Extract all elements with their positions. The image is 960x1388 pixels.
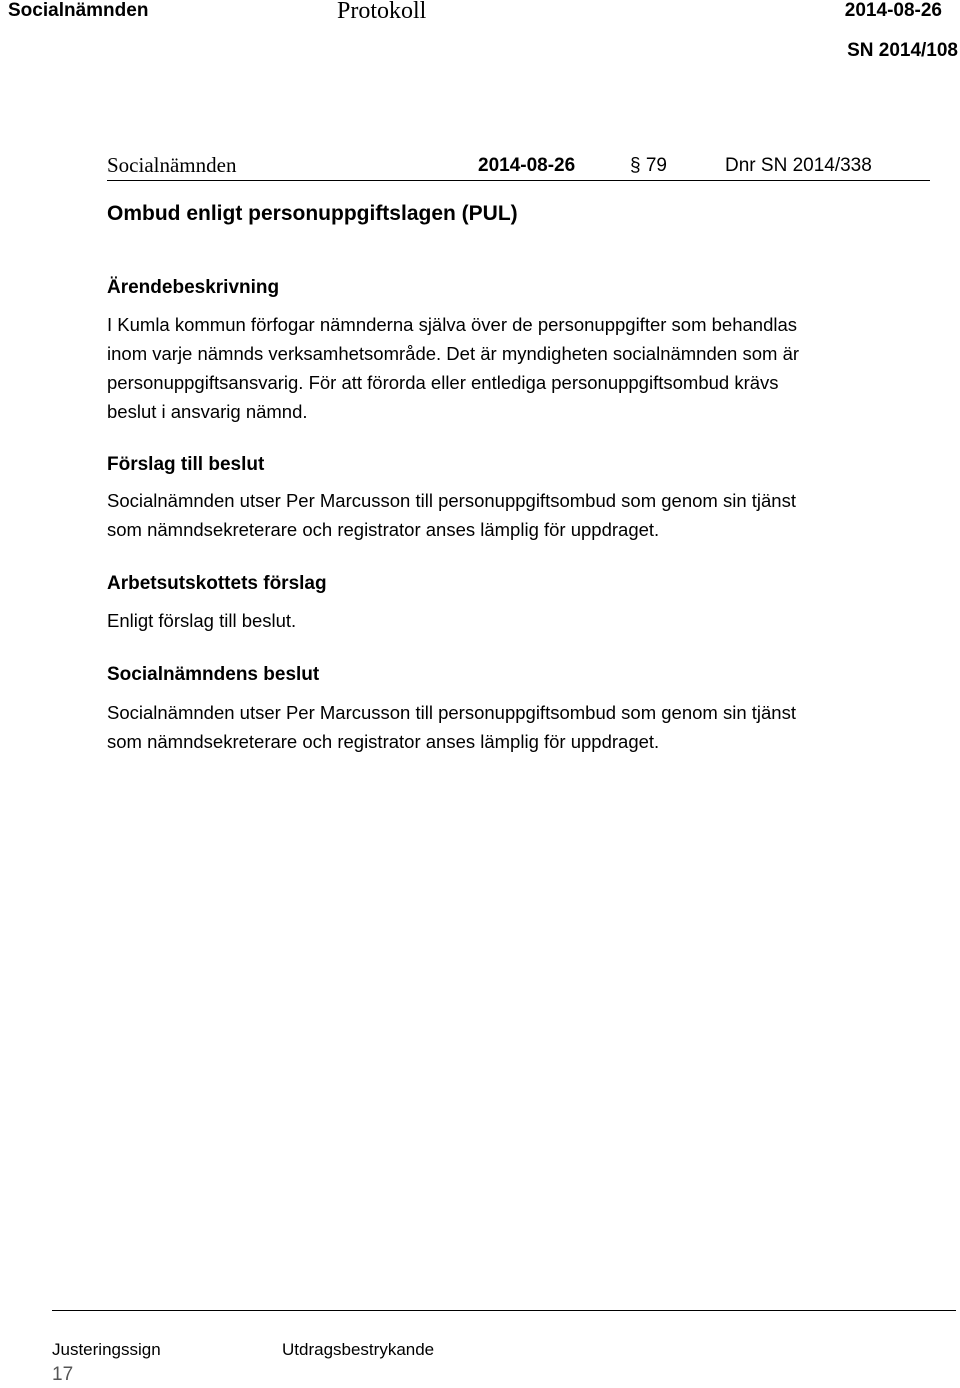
heading-forslag-till-beslut: Förslag till beslut — [107, 454, 265, 475]
section-divider — [107, 180, 930, 181]
paragraph-arbetsutskottets-forslag — [107, 606, 296, 635]
text-line: beslut i ansvarig nämnd. — [107, 401, 308, 422]
paragraph-arendebeskrivning — [107, 310, 799, 426]
section-organization: Socialnämnden — [107, 153, 237, 177]
text-line: I Kumla kommun förfogar nämnderna själva över de personuppgifter som behandlas — [107, 314, 798, 335]
header-date: 2014-08-26 — [844, 0, 942, 21]
section-paragraph: § 79 — [630, 155, 667, 176]
paragraph-socialnamndens-beslut — [107, 698, 796, 756]
heading-arbetsutskottets-forslag: Arbetsutskottets förslag — [107, 573, 327, 594]
footer-extract-label: Utdragsbestrykande — [282, 1340, 435, 1359]
text-line: som nämndsekreterare och registrator anses lämplig för uppdraget. — [107, 519, 660, 540]
paragraph-forslag-till-beslut — [107, 486, 796, 544]
text-line: Enligt förslag till beslut. — [107, 610, 297, 631]
section-dnr: Dnr SN 2014/338 — [725, 155, 872, 176]
heading-arendebeskrivning: Ärendebeskrivning — [107, 277, 280, 298]
footer-divider — [52, 1310, 956, 1311]
text-line: som nämndsekreterare och registrator anses lämplig för uppdraget. — [107, 731, 660, 752]
heading-socialnamndens-beslut: Socialnämndens beslut — [107, 664, 320, 685]
footer-signature-label: Justeringssign — [52, 1340, 161, 1359]
header-organization: Socialnämnden — [8, 0, 149, 21]
header-diary-number: SN 2014/108 — [847, 40, 958, 61]
section-date: 2014-08-26 — [478, 155, 576, 176]
text-line: Socialnämnden utser Per Marcusson till personuppgiftsombud som genom sin tjänst — [107, 702, 796, 723]
header-doc-type: Protokoll — [337, 0, 427, 24]
text-line: Socialnämnden utser Per Marcusson till personuppgiftsombud som genom sin tjänst — [107, 490, 796, 511]
text-line: inom varje nämnds verksamhetsområde. Det är myndigheten socialnämnden som är — [107, 343, 800, 364]
text-line: personuppgiftsansvarig. För att förorda eller entlediga personuppgiftsombud krävs — [107, 372, 779, 393]
matter-title: Ombud enligt personuppgiftslagen (PUL) — [107, 202, 518, 225]
page-number: 17 — [52, 1364, 74, 1385]
